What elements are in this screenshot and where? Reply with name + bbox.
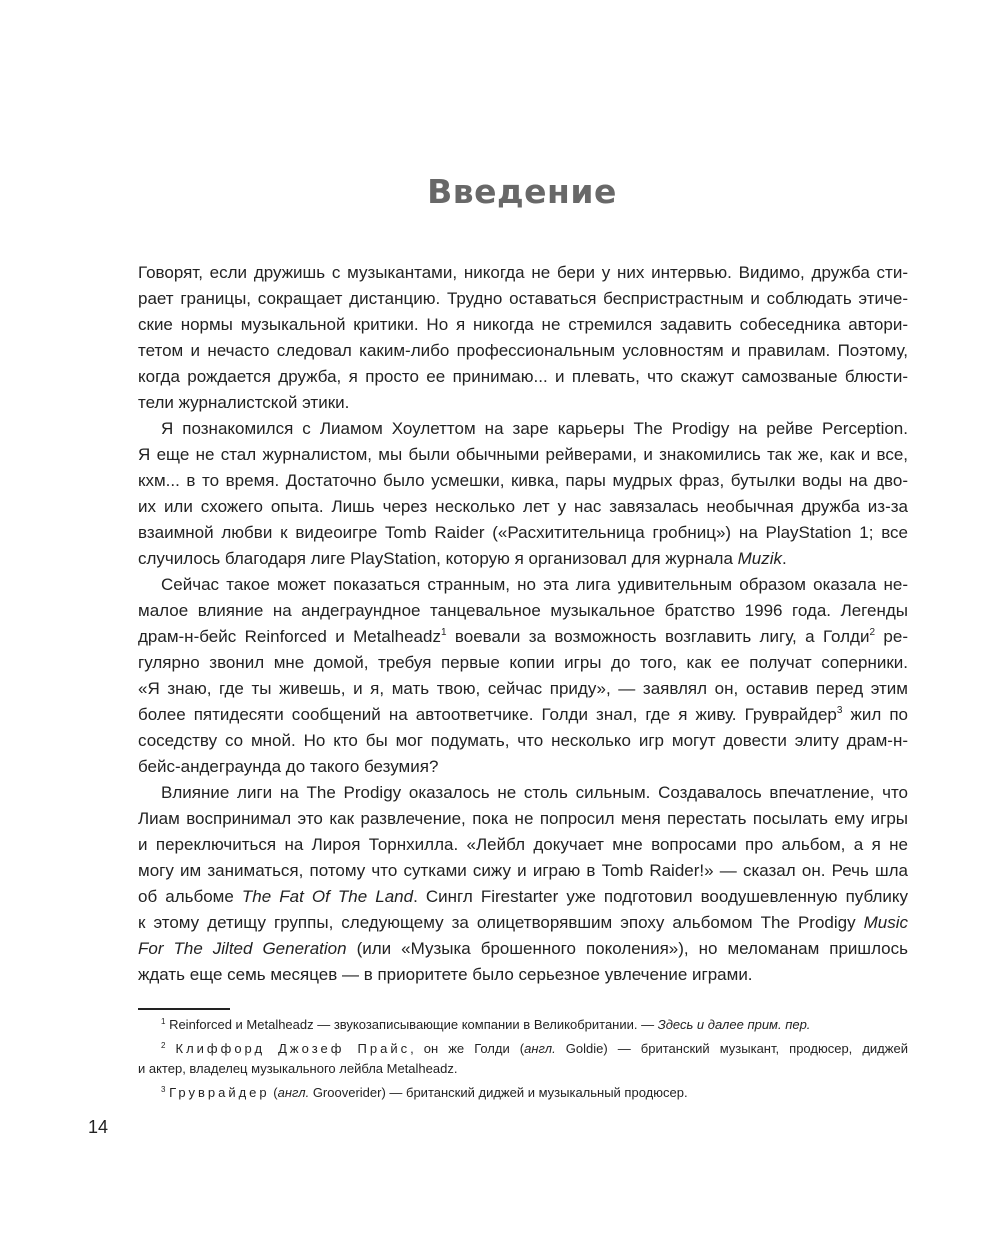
footnote xyxy=(138,1039,908,1079)
text-run: и переключиться на Лироя Торнхилла. «Лейбл докучает мне вопросами про альбом, а я не xyxy=(138,835,908,854)
text-line xyxy=(138,884,908,910)
text-line xyxy=(138,312,908,338)
text-run: ( xyxy=(269,1085,278,1100)
text-line xyxy=(138,546,908,572)
text-run: ждать еще семь месяцев — в приоритете было серьезное увлечение играми. xyxy=(138,965,753,984)
footnote-marker: 2 xyxy=(869,627,876,638)
text-run: тели журналистской этики. xyxy=(138,393,350,412)
text-run: драм-н-бейс Reinforced и Metalheadz xyxy=(138,627,441,646)
text-line xyxy=(138,598,908,624)
text-line xyxy=(138,1039,908,1059)
text-line xyxy=(138,572,908,598)
text-run: рает границы, сокращает дистанцию. Трудно оставаться беспристрастным и соблюдать этиче- xyxy=(138,289,908,308)
text-line xyxy=(138,910,908,936)
text-run: более пятидесяти сообщений на автоответчике. Голди знал, где я живу. Груврайдер xyxy=(138,705,837,724)
text-run: воевали за возможность возглавить лигу, а Голди xyxy=(446,627,870,646)
footnote-marker: 2 xyxy=(161,1041,166,1050)
text-run: The Fat Of The Land xyxy=(241,887,414,906)
text-line xyxy=(138,650,908,676)
text-run: ские нормы музыкальной критики. Но я никогда не стремился задавить собеседника автори- xyxy=(138,315,908,334)
text-line xyxy=(138,1015,908,1035)
paragraph xyxy=(138,572,908,780)
text-line xyxy=(138,702,908,728)
text-run: Grooverider) — британский диджей и музыкальный продюсер. xyxy=(309,1085,688,1100)
text-run: Говорят, если дружишь с музыкантами, никогда не бери у них интервью. Видимо, дружба сти- xyxy=(138,263,908,282)
text-run: и актер, владелец музыкального лейбла Metalheadz. xyxy=(138,1061,458,1076)
text-run: Music xyxy=(863,913,908,932)
text-line xyxy=(138,390,908,416)
text-run: бейс-андеграунда до такого безумия? xyxy=(138,757,439,776)
text-run: их или схожего опыта. Лишь через несколько лет у нас завязалась необычная дружба из-за xyxy=(138,497,908,516)
text-line xyxy=(138,520,908,546)
text-run: Груврайдер xyxy=(169,1085,270,1100)
text-line xyxy=(138,754,908,780)
footnote-marker: 1 xyxy=(161,1017,166,1026)
footnote-divider xyxy=(138,1008,230,1010)
text-run: соседству со мной. Но кто бы мог подумать, что несколько игр могут довести элиту драм-н- xyxy=(138,731,908,750)
footnote-marker: 1 xyxy=(440,627,447,638)
text-run: Влияние лиги на The Prodigy оказалось не столь сильным. Создавалось впечатление, что xyxy=(161,783,908,802)
text-run: тетом и нечасто следовал каким-либо профессиональным условностям и правилам. Поэтому, xyxy=(138,341,908,360)
text-line xyxy=(138,338,908,364)
text-run: малое влияние на андеграундное танцевальное музыкальное братство 1996 года. Легенды xyxy=(138,601,908,620)
text-line xyxy=(138,494,908,520)
text-run: взаимной любви к видеоигре Tomb Raider («Расхитительница гробниц») на PlayStation 1; все xyxy=(138,523,908,542)
text-run: (или «Музыка брошенного поколения»), но меломанам пришлось xyxy=(346,939,908,958)
text-run: Клиффорд Джозеф Прайс xyxy=(175,1041,411,1056)
text-line xyxy=(138,416,908,442)
text-line xyxy=(138,442,908,468)
text-line xyxy=(138,468,908,494)
text-run: кхм... в то время. Достаточно было усмешки, кивка, пары мудрых фраз, бутылки воды на дво- xyxy=(138,471,908,490)
footnotes xyxy=(138,1015,908,1107)
text-run: . xyxy=(782,549,787,568)
footnote xyxy=(138,1015,908,1035)
text-line xyxy=(138,832,908,858)
text-run: Лиам воспринимал это как развлечение, пока не попросил меня перестать посылать ему игры xyxy=(138,809,908,828)
text-run: Muzik xyxy=(737,549,783,568)
page-number: 14 xyxy=(88,1117,109,1137)
text-line xyxy=(138,858,908,884)
footnote xyxy=(138,1083,908,1103)
text-run: For The Jilted Generation xyxy=(138,939,347,958)
footnote-marker: 3 xyxy=(161,1085,166,1094)
text-run: Сейчас такое может показаться странным, но эта лига удивительным образом оказала не- xyxy=(161,575,908,594)
text-line xyxy=(138,780,908,806)
text-run: Goldie) — британский музыкант, продюсер, диджей xyxy=(555,1041,908,1056)
paragraph xyxy=(138,416,908,572)
text-line xyxy=(138,624,908,650)
text-run: Здесь и далее прим. пер. xyxy=(657,1017,811,1032)
text-line xyxy=(138,1059,908,1079)
text-run: жил по xyxy=(842,705,908,724)
text-run: гулярно звонил мне домой, требуя первые копии игры до того, как ее получат соперники. xyxy=(138,653,908,672)
text-run: Я познакомился с Лиамом Хоулеттом на заре карьеры The Prodigy на рейве Perception. xyxy=(161,419,908,438)
page-title: Введение xyxy=(427,172,617,211)
text-line xyxy=(138,728,908,754)
text-run: когда рождается дружба, я просто ее принимаю... и плевать, что скажут самозваные блюсти- xyxy=(138,367,908,386)
text-run: ре- xyxy=(875,627,908,646)
text-run: Я еще не стал журналистом, мы были обычными рейверами, и знакомились так же, как и все, xyxy=(138,445,908,464)
text-run: . Сингл Firestarter уже подготовил воодушевленную публику xyxy=(413,887,908,906)
text-line xyxy=(138,936,908,962)
body-text xyxy=(138,260,908,988)
text-run: об альбоме xyxy=(138,887,242,906)
text-line xyxy=(138,676,908,702)
text-line xyxy=(138,260,908,286)
paragraph xyxy=(138,260,908,416)
text-run: , он же Голди ( xyxy=(410,1041,525,1056)
text-run xyxy=(165,1041,175,1056)
text-line xyxy=(138,364,908,390)
text-run: случилось благодаря лиге PlayStation, которую я организовал для журнала xyxy=(138,549,738,568)
footnote-marker: 3 xyxy=(836,705,843,716)
text-run: к этому детищу группы, следующему за олицетворявшим эпоху альбомом The Prodigy xyxy=(138,913,864,932)
text-line xyxy=(138,806,908,832)
text-line xyxy=(138,286,908,312)
text-run: англ. xyxy=(524,1041,556,1056)
text-run: могу им заниматься, потому что сутками сижу и играю в Tomb Raider!» — сказал он. Речь шла xyxy=(138,861,908,880)
text-line xyxy=(138,962,908,988)
paragraph xyxy=(138,780,908,988)
text-run: «Я знаю, где ты живешь, и я, мать твою, сейчас приду», — заявлял он, оставив перед этим xyxy=(138,679,908,698)
text-run: англ. xyxy=(277,1085,310,1100)
text-run: Reinforced и Metalheadz — звукозаписывающие компании в Великобритании. — xyxy=(165,1017,658,1032)
text-line xyxy=(138,1083,908,1103)
